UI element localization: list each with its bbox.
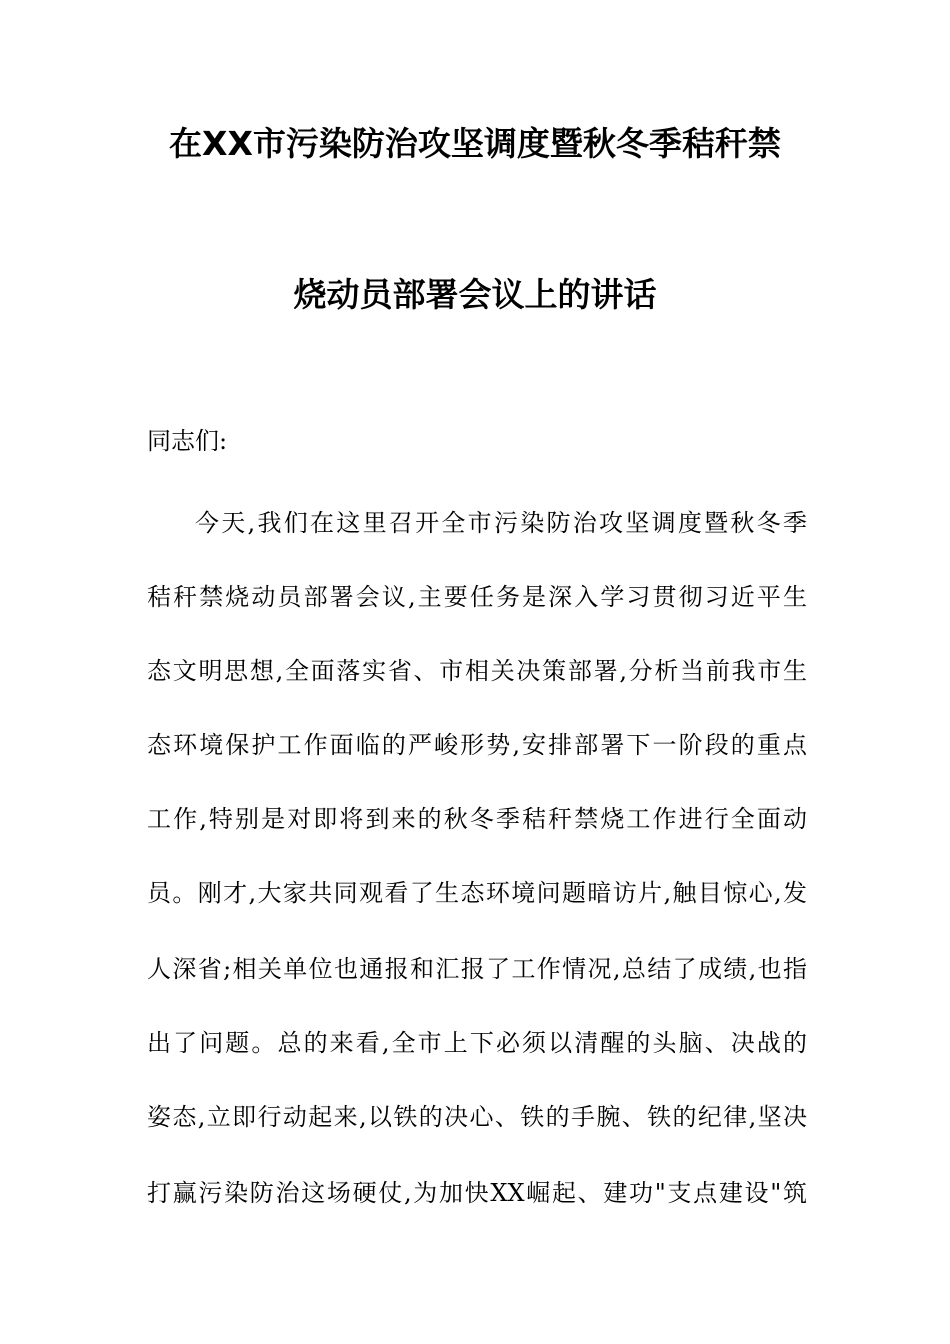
document-title-line-1: 在XX市污染防治攻坚调度暨秋冬季秸秆禁 <box>169 124 781 163</box>
paragraph-line: 秸秆禁烧动员部署会议,主要任务是深入学习贯彻习近平生 <box>147 583 807 611</box>
paragraph-line: 今天,我们在这里召开全市污染防治攻坚调度暨秋冬季 <box>195 509 807 537</box>
paragraph-line: 出了问题。总的来看,全市上下必须以清醒的头脑、决战的 <box>147 1029 807 1057</box>
paragraph-line: 工作,特别是对即将到来的秋冬季秸秆禁烧工作进行全面动 <box>147 805 807 833</box>
paragraph-line: 人深省;相关单位也通报和汇报了工作情况,总结了成绩,也指 <box>147 955 807 983</box>
document-title-line-2: 烧动员部署会议上的讲话 <box>293 275 657 314</box>
paragraph-line: 态文明思想,全面落实省、市相关决策部署,分析当前我市生 <box>147 657 807 685</box>
salutation: 同志们: <box>147 427 228 455</box>
paragraph-line: 姿态,立即行动起来,以铁的决心、铁的手腕、铁的纪律,坚决 <box>147 1103 807 1131</box>
paragraph-line: 打赢污染防治这场硬仗,为加快XX崛起、建功"支点建设"筑 <box>147 1179 807 1207</box>
paragraph-line: 员。刚才,大家共同观看了生态环境问题暗访片,触目惊心,发 <box>147 879 807 907</box>
paragraph-line: 态环境保护工作面临的严峻形势,安排部署下一阶段的重点 <box>147 731 807 759</box>
